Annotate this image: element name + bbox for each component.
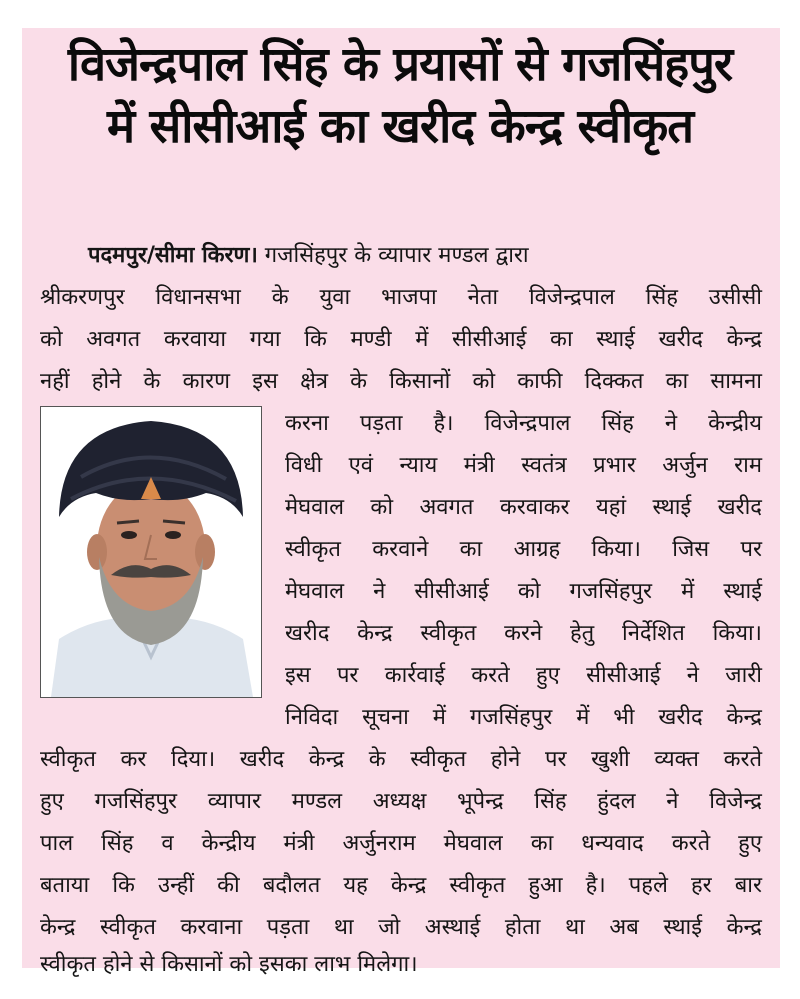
headline <box>30 34 770 158</box>
person-portrait-icon <box>41 407 261 697</box>
article-line-6: विधी एवं न्याय मंत्री स्वतंत्र प्रभार अर्जुन राम <box>285 453 762 478</box>
article-first-line <box>88 236 762 276</box>
article-line-9: मेघवाल ने सीसीआई को गजसिंहपुर में स्थाई <box>285 579 762 604</box>
article-line-3: को अवगत करवाया गया कि मण्डी में सीसीआई का स्थाई खरीद केन्द्र <box>40 327 762 352</box>
article-line-17: केन्द्र स्वीकृत करवाना पड़ता था जो अस्थाई होता था अब स्थाई केन्द्र <box>40 915 762 940</box>
article-line-8: स्वीकृत करवाने का आग्रह किया। जिस पर <box>285 537 762 562</box>
headline-line-2: में सीसीआई का खरीद केन्द्र स्वीकृत <box>106 99 694 154</box>
article-line-2: श्रीकरणपुर विधानसभा के युवा भाजपा नेता विजेन्द्रपाल सिंह उसीसी <box>40 285 762 310</box>
article-line-13: स्वीकृत कर दिया। खरीद केन्द्र के स्वीकृत होने पर खुशी व्यक्त करते <box>40 747 762 772</box>
article-line-5: करना पड़ता है। विजेन्द्रपाल सिंह ने केन्द्रीय <box>285 411 762 436</box>
portrait-photo <box>40 406 262 698</box>
article-line-15: पाल सिंह व केन्द्रीय मंत्री अर्जुनराम मेघवाल का धन्यवाद करते हुए <box>40 831 762 856</box>
headline-line-1: विजेन्द्रपाल सिंह के प्रयासों से गजसिंहपुर <box>67 37 733 92</box>
article-line-12: निविदा सूचना में गजसिंहपुर में भी खरीद केन्द्र <box>285 705 762 730</box>
article-line-18: स्वीकृत होने से किसानों को इसका लाभ मिलेगा। <box>40 952 418 977</box>
article-line-10: खरीद केन्द्र स्वीकृत करने हेतु निर्देशित किया। <box>285 621 762 646</box>
article-line-1: गजसिंहपुर के व्यापार मण्डल द्वारा <box>264 243 529 268</box>
article-line-11: इस पर कार्रवाई करते हुए सीसीआई ने जारी <box>285 663 762 688</box>
byline: पदमपुर/सीमा किरण। <box>88 243 258 268</box>
article-line-14: हुए गजसिंहपुर व्यापार मण्डल अध्यक्ष भूपेन्द्र सिंह हुंदल ने विजेन्द्र <box>40 789 762 814</box>
article-line-16: बताया कि उन्हीं की बदौलत यह केन्द्र स्वीकृत हुआ है। पहले हर बार <box>40 873 762 898</box>
article-line-4: नहीं होने के कारण इस क्षेत्र के किसानों को काफी दिक्कत का सामना <box>40 369 762 394</box>
article-line-7: मेघवाल को अवगत करवाकर यहां स्थाई खरीद <box>285 495 762 520</box>
